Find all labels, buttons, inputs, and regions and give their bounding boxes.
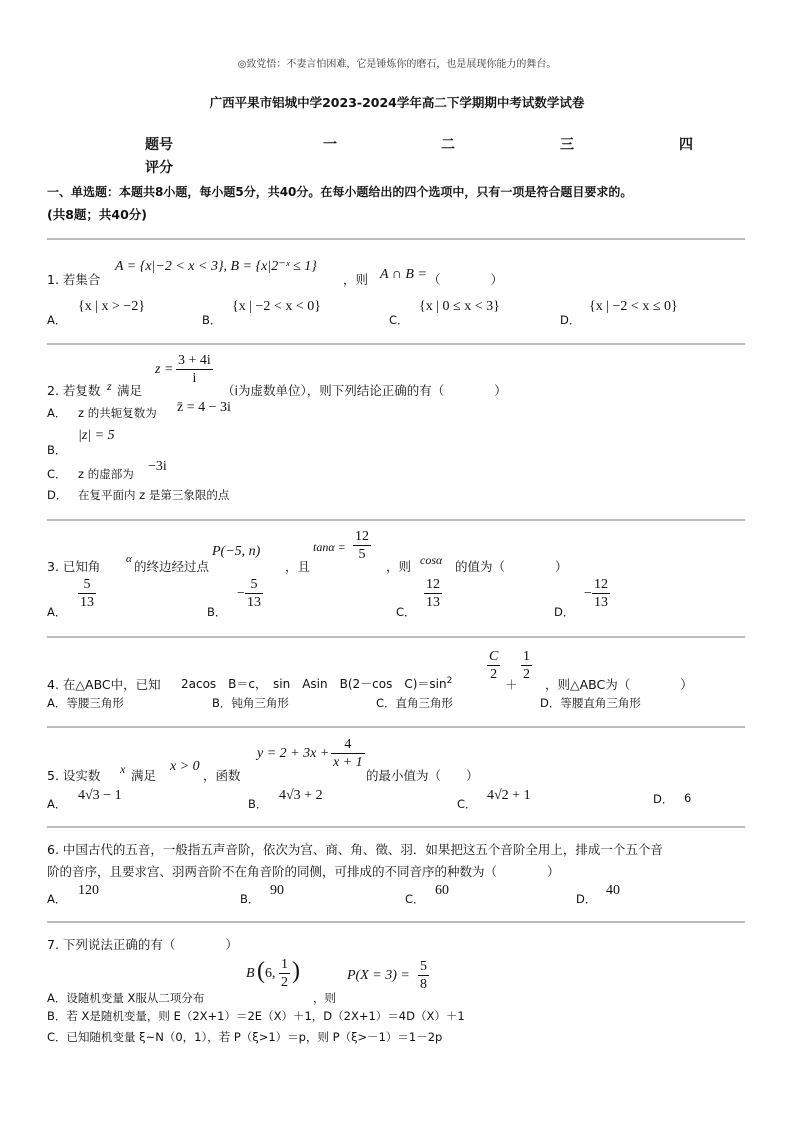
question-2-option-a-formula: z̄ = 4 − 3i — [177, 400, 231, 415]
question-2-option-a-label: A． — [47, 406, 67, 420]
question-4-prefix: 4. 在△ABC中，已知 — [47, 677, 161, 692]
divider — [47, 238, 745, 240]
question-3-option-b-label: B． — [207, 605, 227, 619]
question-5-func-pre: ，函数 — [203, 768, 241, 783]
question-3-alpha: α — [126, 553, 132, 565]
question-5-tail: 的最小值为（ ） — [366, 768, 479, 783]
question-4-option-b: B．钝角三角形 — [212, 696, 289, 710]
question-1-option-c-label: C． — [389, 313, 409, 327]
question-2-option-b-label: B． — [47, 443, 67, 457]
question-2-fraction — [176, 352, 213, 387]
question-1-option-c: {x | 0 ≤ x < 3} — [419, 299, 500, 314]
question-3-option-d-sign: − — [584, 586, 592, 601]
question-3-option-b-denominator: 13 — [247, 595, 261, 610]
question-7-option-a-b: B — [246, 966, 255, 981]
question-4-fraction-2-numerator: 1 — [523, 649, 530, 664]
question-6-line-1: 6. 中国古代的五音，一般指五声音阶，依次为宫、商、角、徵、羽．如果把这五个音阶全用上，排成一个五个音 — [47, 842, 663, 857]
question-6-option-b: 90 — [270, 883, 284, 898]
question-7-option-a-p-numerator: 5 — [420, 959, 427, 974]
question-6-option-a-label: A． — [47, 892, 67, 906]
question-2-lhs: z = — [155, 362, 174, 377]
question-2-note: （i为虚数单位），则下列结论正确的有（ ） — [222, 383, 507, 398]
question-7-option-c: C．已知随机变量 ξ~N（0，1），若 P（ξ>1）＝p，则 P（ξ>－1）＝1－2p — [47, 1030, 443, 1044]
question-2-option-d-label: D． — [47, 488, 68, 502]
question-1-prefix: 1. 若集合 — [47, 272, 101, 287]
question-4-option-a: A．等腰三角形 — [47, 696, 124, 710]
question-1-sets: A = {x|−2 < x < 3}, B = {x|2⁻ˣ ≤ 1} — [115, 259, 317, 274]
question-2-option-a-text: z 的共轭复数为 — [78, 406, 157, 420]
question-3-option-b — [245, 576, 263, 611]
question-1-option-b-label: B． — [202, 313, 222, 327]
question-3-option-c-label: C． — [396, 605, 416, 619]
section-heading: 一、单选题：本题共8小题，每小题5分，共40分。在每小题给出的四个选项中，只有一项是符合题目要求的。 — [47, 185, 633, 199]
question-5-option-c: 4√2 + 1 — [487, 788, 531, 803]
question-7-option-a-p: P(X = 3) = — [347, 968, 410, 983]
question-5-fraction — [331, 736, 365, 771]
question-5-prefix: 5. 设实数 — [47, 768, 101, 783]
question-1-ask: A ∩ B = — [380, 267, 427, 282]
question-7-option-a-numerator: 1 — [281, 957, 288, 972]
question-3-prefix: 3. 已知角 — [47, 559, 101, 574]
question-3-option-d-denominator: 13 — [594, 595, 608, 610]
question-5-option-b: 4√3 + 2 — [279, 788, 323, 803]
question-5-mid: 满足 — [131, 768, 157, 783]
question-5-option-c-label: C． — [457, 797, 477, 811]
question-3-option-a-denominator: 13 — [80, 595, 94, 610]
question-5-option-d-label: D． — [653, 792, 674, 806]
question-6-option-a: 120 — [78, 883, 99, 898]
question-3-then: ，则 — [386, 559, 412, 574]
question-3-tan-fraction — [353, 528, 371, 563]
question-7-option-a-p-denominator: 8 — [420, 977, 427, 992]
question-3-option-a-label: A． — [47, 605, 67, 619]
divider — [47, 726, 745, 728]
question-5-option-d: 6 — [684, 791, 692, 805]
question-5-cond: x > 0 — [170, 759, 200, 774]
question-3-option-d-label: D． — [554, 605, 575, 619]
score-row-label-score: 评分 — [145, 160, 173, 176]
question-2-var: z — [107, 379, 112, 393]
score-column-2: 二 — [441, 137, 455, 153]
motto: ◎致党悟：不妻言怕困难，它是锤炼你的磨石，也是展现你能力的舞台。 — [237, 59, 557, 70]
question-5-option-a-label: A． — [47, 797, 67, 811]
question-7-option-a-rparen: ) — [292, 958, 300, 984]
question-6-option-d: 40 — [606, 883, 620, 898]
question-1-paren: （ ） — [428, 272, 504, 287]
question-3-option-b-numerator: 5 — [245, 576, 263, 594]
question-3-option-c-numerator: 12 — [426, 577, 440, 592]
score-column-4: 四 — [679, 137, 693, 153]
question-2-mid: 满足 — [117, 383, 143, 398]
question-2-option-c-text: z 的虚部为 — [78, 467, 134, 481]
divider — [47, 519, 745, 521]
question-4-fraction-2 — [521, 648, 532, 683]
score-row-label-number: 题号 — [145, 137, 173, 153]
question-7-option-a-fraction — [279, 956, 290, 991]
divider — [47, 343, 745, 345]
question-2-option-c-formula: −3i — [148, 459, 167, 474]
question-1-suffix: ，则 — [343, 272, 369, 287]
question-7-option-b: B．若 X是随机变量，则 E（2X+1）＝2E（X）＋1，D（2X+1）＝4D（X）＋1 — [47, 1009, 465, 1023]
question-3-point: P(−5, n) — [212, 544, 261, 559]
question-7-option-a-then: ，则 — [313, 991, 336, 1005]
question-2-numerator: 3 + 4i — [178, 353, 211, 368]
score-column-1: 一 — [323, 137, 337, 153]
question-3-option-a — [78, 576, 96, 611]
question-5-func: y = 2 + 3x + — [257, 746, 330, 761]
question-6-option-c: 60 — [435, 883, 449, 898]
question-2-denominator: i — [192, 371, 197, 386]
question-1-option-a-label: A． — [47, 313, 67, 327]
question-4-tail: ，则△ABC为（ ） — [545, 677, 693, 692]
question-4-exponent: 2 — [446, 676, 453, 686]
question-6-option-b-label: B． — [240, 892, 260, 906]
question-2-option-b-formula: |z| = 5 — [78, 428, 115, 443]
score-column-3: 三 — [560, 137, 574, 153]
question-7-option-a-denominator: 2 — [281, 975, 288, 990]
question-1-option-b: {x | −2 < x < 0} — [232, 299, 321, 314]
question-3-cos: cosα — [420, 553, 443, 567]
divider — [47, 636, 745, 638]
question-3-option-b-sign: − — [237, 586, 245, 601]
question-3-option-a-numerator: 5 — [78, 576, 96, 594]
question-5-denominator: x + 1 — [333, 755, 363, 770]
question-4-formula-text: 2acos B＝c， sin Asin B(2－cos C)＝sin — [181, 677, 447, 691]
question-6-option-d-label: D． — [576, 892, 597, 906]
question-3-and: ，且 — [285, 559, 311, 574]
question-4-option-d: D．等腰直角三角形 — [540, 696, 641, 710]
divider — [47, 826, 745, 828]
question-1-option-d-label: D． — [560, 313, 581, 327]
question-3-option-d-numerator: 12 — [594, 577, 608, 592]
question-3-option-c — [424, 576, 442, 611]
question-2-option-c-label: C． — [47, 467, 67, 481]
page-title: 广西平果市铝城中学2023-2024学年高二下学期期中考试数学试卷 — [209, 95, 585, 110]
question-3-tail: 的值为（ ） — [455, 559, 568, 574]
question-7-option-a-n: 6, — [265, 966, 276, 981]
question-3-option-d — [592, 576, 610, 611]
question-4-formula — [181, 675, 452, 692]
question-5-numerator: 4 — [331, 736, 365, 754]
question-4-fraction-1-numerator: C — [489, 649, 499, 664]
question-5-var: x — [120, 762, 126, 776]
question-5-option-a: 4√3 − 1 — [78, 788, 122, 803]
question-6-line-2: 阶的音序，且要求宫、羽两音阶不在角音阶的同侧，可排成的不同音序的种数为（ ） — [47, 864, 560, 879]
question-7-option-a-text: A．设随机变量 X服从二项分布 — [47, 991, 205, 1005]
question-7-option-a-p-fraction — [418, 958, 429, 993]
question-2-option-d-text: 在复平面内 z 是第三象限的点 — [78, 488, 230, 502]
question-4-fraction-1 — [487, 648, 500, 683]
divider — [47, 921, 745, 923]
question-3-tan-denominator: 5 — [358, 547, 366, 562]
question-5-option-b-label: B． — [248, 797, 268, 811]
question-7-option-a-lparen: ( — [257, 958, 265, 984]
question-6-option-c-label: C． — [405, 892, 425, 906]
question-3-option-c-denominator: 13 — [426, 595, 440, 610]
section-subheading: (共8题；共40分) — [47, 207, 148, 222]
question-4-option-c: C．直角三角形 — [376, 696, 454, 710]
question-4-fraction-1-denominator: 2 — [490, 667, 498, 682]
question-1-option-a: {x | x > −2} — [78, 299, 146, 314]
question-3-tan: tanα = — [313, 540, 346, 554]
question-3-tan-numerator: 12 — [355, 529, 369, 544]
question-4-plus: ＋ — [505, 677, 518, 692]
question-7-stem: 7. 下列说法正确的有（ ） — [47, 937, 238, 952]
question-1-option-d: {x | −2 < x ≤ 0} — [589, 299, 678, 314]
question-3-mid: 的终边经过点 — [134, 559, 210, 574]
question-4-fraction-2-denominator: 2 — [523, 667, 530, 682]
question-2-prefix: 2. 若复数 — [47, 383, 101, 398]
